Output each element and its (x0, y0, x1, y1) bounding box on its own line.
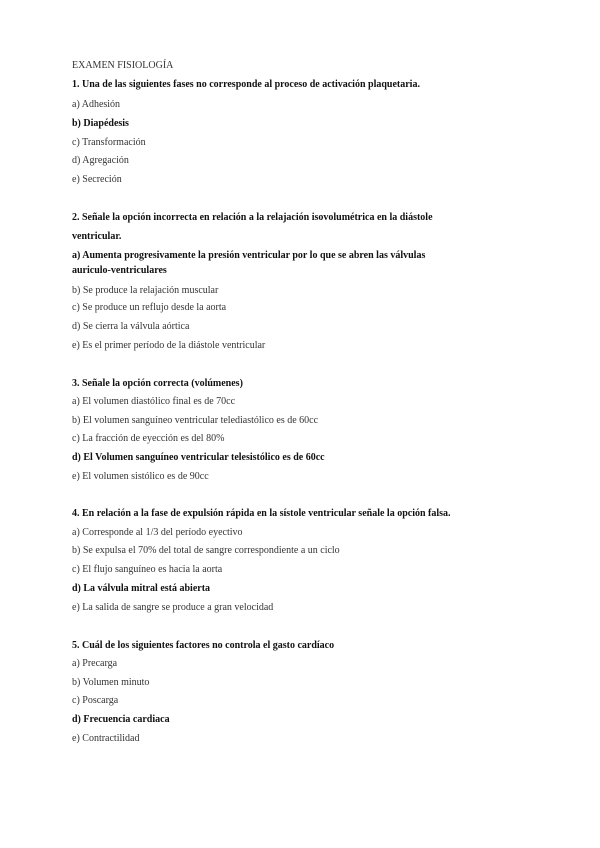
exam-title: EXAMEN FISIOLOGÍA (72, 60, 174, 71)
option: b) Volumen minuto (72, 677, 150, 688)
option: b) El volumen sanguíneo ventricular telediastólico es de 60cc (72, 415, 319, 426)
option-correct-cont: auriculo-ventriculares (72, 265, 167, 276)
question-5: 5. Cuál de los siguientes factores no controla el gasto cardíaco (72, 640, 335, 651)
option-correct: d) El Volumen sanguíneo ventricular telesistólico es de 60cc (72, 452, 325, 463)
option: a) Precarga (72, 658, 118, 669)
option: c) El flujo sanguíneo es hacia la aorta (72, 564, 223, 575)
option: c) Poscarga (72, 695, 119, 706)
option: b) Se produce la relajación muscular (72, 285, 219, 296)
option-correct: a) Aumenta progresivamente la presión ventricular por lo que se abren las válvulas (72, 250, 426, 261)
option: e) Secreción (72, 174, 122, 185)
option: e) Contractilidad (72, 733, 140, 744)
option-correct: d) Frecuencia cardiaca (72, 714, 170, 725)
option: a) El volumen diastólico final es de 70cc (72, 396, 236, 407)
option: c) Se produce un reflujo desde la aorta (72, 302, 227, 313)
option-correct: d) La válvula mitral está abierta (72, 583, 211, 594)
option: e) Es el primer período de la diástole ventricular (72, 340, 266, 351)
option: d) Agregación (72, 155, 129, 166)
option: c) Transformación (72, 137, 146, 148)
question-2-cont: ventricular. (72, 231, 122, 242)
option: e) La salida de sangre se produce a gran velocidad (72, 602, 274, 613)
option: a) Adhesión (72, 99, 121, 110)
option: b) Se expulsa el 70% del total de sangre correspondiente a un ciclo (72, 545, 340, 556)
question-4: 4. En relación a la fase de expulsión rápida en la sístole ventricular señale la opción falsa. (72, 508, 451, 519)
option: a) Corresponde al 1/3 del período eyectivo (72, 527, 243, 538)
option: c) La fracción de eyección es del 80% (72, 433, 225, 444)
question-1: 1. Una de las siguientes fases no corresponde al proceso de activación plaquetaria. (72, 79, 420, 90)
option-correct: b) Diapédesis (72, 118, 129, 129)
option: e) El volumen sistólico es de 90cc (72, 471, 209, 482)
question-3: 3. Señale la opción correcta (volúmenes) (72, 378, 243, 389)
question-2: 2. Señale la opción incorrecta en relación a la relajación isovolumétrica en la diástole (72, 212, 433, 223)
option: d) Se cierra la válvula aórtica (72, 321, 190, 332)
